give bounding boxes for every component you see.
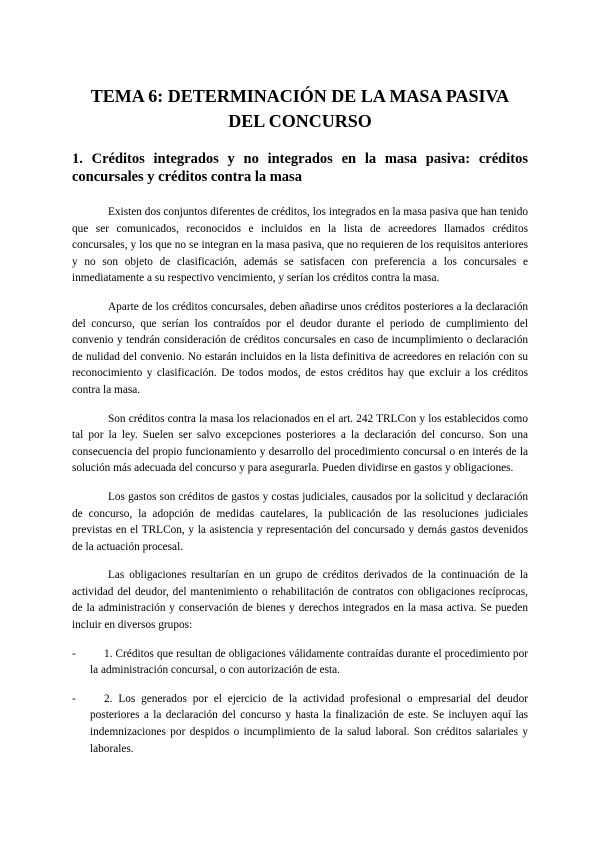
section-heading: 1. Créditos integrados y no integrados en la masa pasiva: créditos concursales y créditos contra la masa bbox=[72, 151, 528, 185]
list-item bbox=[72, 646, 528, 679]
paragraph-4: Los gastos son créditos de gastos y costas judiciales, causados por la solicitud y declaración de concurso, la adopción de medidas cautelares, la publicación de las resoluciones judiciales previstas en el TRLCon, y la asistencia y representación del concursado y demás gastos devenidos de la actuación procesal. bbox=[72, 490, 528, 553]
paragraph-1: Existen dos conjuntos diferentes de créditos, los integrados en la masa pasiva que han tenido que ser comunicados, reconocidos e incluidos en la lista de acreedores llamados créditos concursales, y los que no se integran en la masa pasiva, que no requieren de los requisitos anteriores y no son objeto de clasificación, además se satisfacen con preferencia a los concursales e inmediatamente a su respectivo vencimiento, y serían los créditos contra la masa. bbox=[72, 206, 528, 285]
list-bullet: - bbox=[72, 692, 76, 705]
list-item bbox=[72, 691, 528, 757]
paragraph-3: Son créditos contra la masa los relacionados en el art. 242 TRLCon y los establecidos como tal por la ley. Suelen ser salvo excepciones posteriores a la declaración del concurso. Son una consecuencia del propio funcionamiento y desarrollo del procedimiento concursal o en interés de la solución más adecuada del concurso y para asegurarla. Pueden dividirse en gastos y obligaciones. bbox=[72, 412, 528, 475]
paragraph-2: Aparte de los créditos concursales, deben añadirse unos créditos posteriores a la declaración del concurso, que serían los contraídos por el deudor durante el periodo de cumplimiento del convenio y tendrán consideración de créditos concursales en caso de incumplimiento o declaración de nulidad del convenio. No estarán incluidos en la lista definitiva de acreedores en relación con su reconocimiento y clasificación. De todos modos, de estos créditos hay que excluir a los créditos contra la masa. bbox=[72, 300, 528, 396]
document-title-line-1: TEMA 6: DETERMINACIÓN DE LA MASA PASIVA bbox=[90, 86, 510, 106]
paragraph-5: Las obligaciones resultarían en un grupo de créditos derivados de la continuación de la actividad del deudor, del mantenimiento o rehabilitación de contratos con obligaciones recíprocas, de la administración y conservación de bienes y derechos integrados en la masa activa. Se pueden incluir en diversos grupos: bbox=[72, 569, 528, 632]
document-title-line-2: DEL CONCURSO bbox=[228, 111, 372, 131]
list-item-text: 2. Los generados por el ejercicio de la actividad profesional o empresarial del deudor posteriores a la declaración del concurso y hasta la finalización de este. Se incluyen aquí las indemnizaciones por despidos o incumplimiento de la salud laboral. Son créditos salariales y laborales. bbox=[90, 692, 528, 755]
document-title bbox=[72, 84, 528, 134]
list-bullet: - bbox=[72, 647, 76, 660]
list-item-text: 1. Créditos que resultan de obligaciones válidamente contraídas durante el procedimiento por la administración concursal, o con autorización de esta. bbox=[90, 647, 528, 677]
